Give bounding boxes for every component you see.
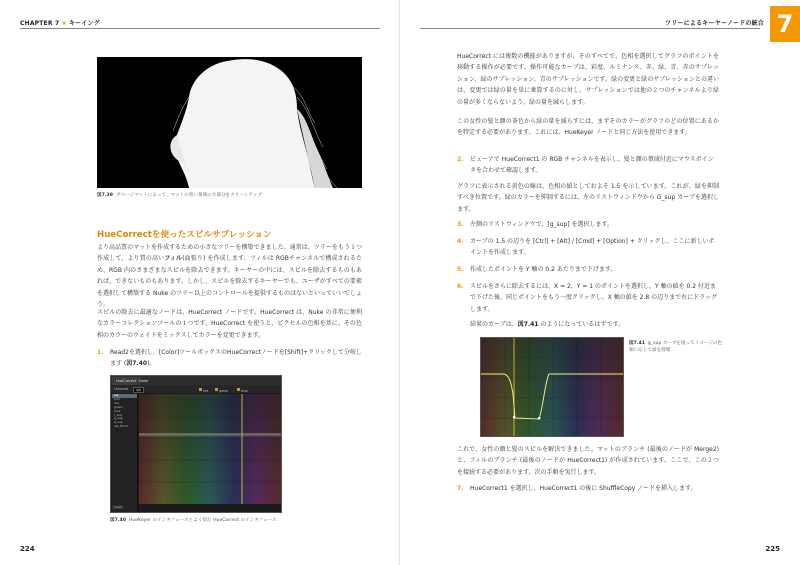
channels-toolbar <box>111 385 281 393</box>
curve-list-item[interactable]: sat_thrsh <box>114 424 128 429</box>
channels-label: channels <box>114 387 129 391</box>
step-2: 2. ビューアで HueCorrect1 の RGB チャンネルを表示し、髪と顔の領域付近にマウスポインタを合わせて確認します。 <box>457 156 714 175</box>
result-sentence: 結果のカーブは、図7.41 のようになっているはずです。 <box>470 321 625 328</box>
step-6: 6. スピルをさらに除去するには、X = 2、Y = 1 のポイントを選択し、Y 軸の値を 0.2 付近まで下げた後、同じポイントをもう一度クリックし、X 軸の値を 2.8 の辺りまで右にドラッグします。 <box>457 283 718 313</box>
section-heading: HueCorrectを使ったスピルサプレッション <box>97 230 272 240</box>
step-7: 7. HueCorrect1 を選択し、HueCorrect1 の後に ShuffleCopy ノードを挿入します。 <box>457 485 697 492</box>
curve-list-item[interactable]: lum <box>114 396 120 401</box>
running-head-right: ツリーによるキーヤーノードの統合 <box>665 20 764 27</box>
garbage-matte-image <box>97 57 362 188</box>
figure-740-caption: 図7.40 HueKeyer のインタフェースとよく似た HueCorrect のインタフェース <box>110 518 277 523</box>
graph-paragraph: グラフに表示される黄色の線は、色相の値としておよそ 1.5 を示しています。これが、緑を抑制すべき位置です。緑のカラーを抑制するには、左のリストウィンドウから G_sup カーブを選択します。 <box>457 183 719 213</box>
step-1: 1. Read2を選択し、[Color]ツールボックスのHueCorrectノードを[Shift]+クリックして分岐します (図7.40)。 <box>97 349 362 368</box>
figure-739-caption: 図7.39 ガベージマットによって、マットの黒い領域の大部分をクリーンアップ <box>97 193 262 198</box>
channels-select[interactable]: rgb <box>133 387 144 393</box>
paragraph-1: より高品質のマットを作成するための小さなツリーを構築できました。通常は、ツリーをもう１つ作成して、より質の高いフィル(面張り) を作成します。フィルは RGBチャンネルで構成されるため、RGB 内のさまざまなスピルを除去できます。キーヤーの中には、スピルを除去するものもあれば、できないものもあります。しかし、スピルを除去するキーヤーでも、ユーザがすべての要素を選択して構築する Nuke のツリー以上のコントロールを提供するものはないといっていいでしょう。 <box>97 244 362 309</box>
chapter-tab: 7 <box>770 6 800 42</box>
checkbox-icon <box>199 388 202 391</box>
g-sup-curve-graph[interactable] <box>481 338 623 436</box>
figure-741-caption: 図7.41 g_sup カーブを扱ってイメージの色相に応じて緑を抑制 <box>629 341 723 353</box>
page-number-right: 225 <box>765 545 780 553</box>
panel-tabs <box>111 376 281 385</box>
curve-list-item[interactable]: blue <box>114 408 121 413</box>
curve-list-item[interactable]: r_sup <box>114 412 123 417</box>
reset-button[interactable]: reset <box>114 505 122 509</box>
women-paragraph: この女性の髪と顔の茶色から緑の量を減らすには、まずそのカラーがグラフのどの位置にあるかを特定する必要があります。これには、HueKeyer ノードと同じ方法を使用できます。 <box>457 118 719 137</box>
green-checkbox[interactable]: green <box>215 387 219 391</box>
curve-list-item[interactable]: red <box>114 400 119 405</box>
star-icon: ★ <box>61 20 67 27</box>
step-3: 3. 左側のリストウィンドウで、[g_sup] を選択します。 <box>457 221 614 228</box>
curve-point[interactable] <box>538 417 540 419</box>
tab-node[interactable]: Node <box>139 379 149 383</box>
page-number-left: 224 <box>20 545 35 553</box>
blue-checkbox[interactable]: blue <box>237 387 241 391</box>
red-checkbox[interactable]: red <box>199 387 203 391</box>
checkbox-icon <box>215 388 218 391</box>
curve-list-item[interactable]: sat <box>112 394 137 398</box>
step-5: 5. 作成したポイントを Y 軸の 0.2 あたりまで下げます。 <box>457 266 617 273</box>
hue-curve-graph[interactable] <box>139 394 281 504</box>
matte-silhouette <box>97 57 362 188</box>
checkbox-icon <box>237 388 240 391</box>
header-rule <box>20 28 380 29</box>
fixed-paragraph: これで、女性の顔と髪のスピルを解決できました。マットのブランチ (最後のノードが Merge2) と、フィルのブランチ (最後のノードが HueCorrect1) が作成されています。ここで、この２つを接続する必要があります。次の手順を実行します。 <box>457 446 719 476</box>
intro-paragraph: HueCorrect には複数の機能がありますが、そのすべてで、色相を選択してグラフのポイントを移動する操作が必要です。操作可能なカーブは、彩度、ルミナンス、赤、緑、青、赤のサプレッション、緑のサプレッション、青のサプレッションです。緑の変更と緑のサプレッションとの違いは、変更では緑の量を単に乗算するのに対し、サプレッションでは他の２つのチャンネルより緑の量が多くならないよう、緑の量を減らします。 <box>457 53 719 106</box>
curve-list-item[interactable]: green <box>114 404 123 409</box>
curve-list-item[interactable]: b_sup <box>114 420 123 425</box>
curve-list-item[interactable]: g_sup <box>114 416 123 421</box>
right-page <box>400 0 800 565</box>
step-4: 4. カーブの 1.5 の辺りを [Ctrl] + [Alt] / [Cmd] + [Option] + クリックし、ここに新しいポイントを作成します。 <box>457 238 715 257</box>
curve-point[interactable] <box>513 416 515 418</box>
paragraph-2: スピルの除去に最適なノードは、HueCorrect ノードです。HueCorrect は、Nuke の非常に便利なカラーコレクションツールの１つです。HueCorrect を使うと、ピクセルの色相を基に、その色相のカラーのウェイトをミックスしてカラーを変更できます。 <box>97 309 362 339</box>
tab-huecorrect[interactable]: HueCorrect <box>112 377 140 385</box>
running-head-left: CHAPTER 7 ★ キーイング <box>20 20 100 27</box>
g-sup-curve-screenshot <box>480 337 624 437</box>
huecorrect-interface-screenshot <box>110 375 282 513</box>
header-rule <box>420 28 760 29</box>
curve-list <box>112 394 138 512</box>
